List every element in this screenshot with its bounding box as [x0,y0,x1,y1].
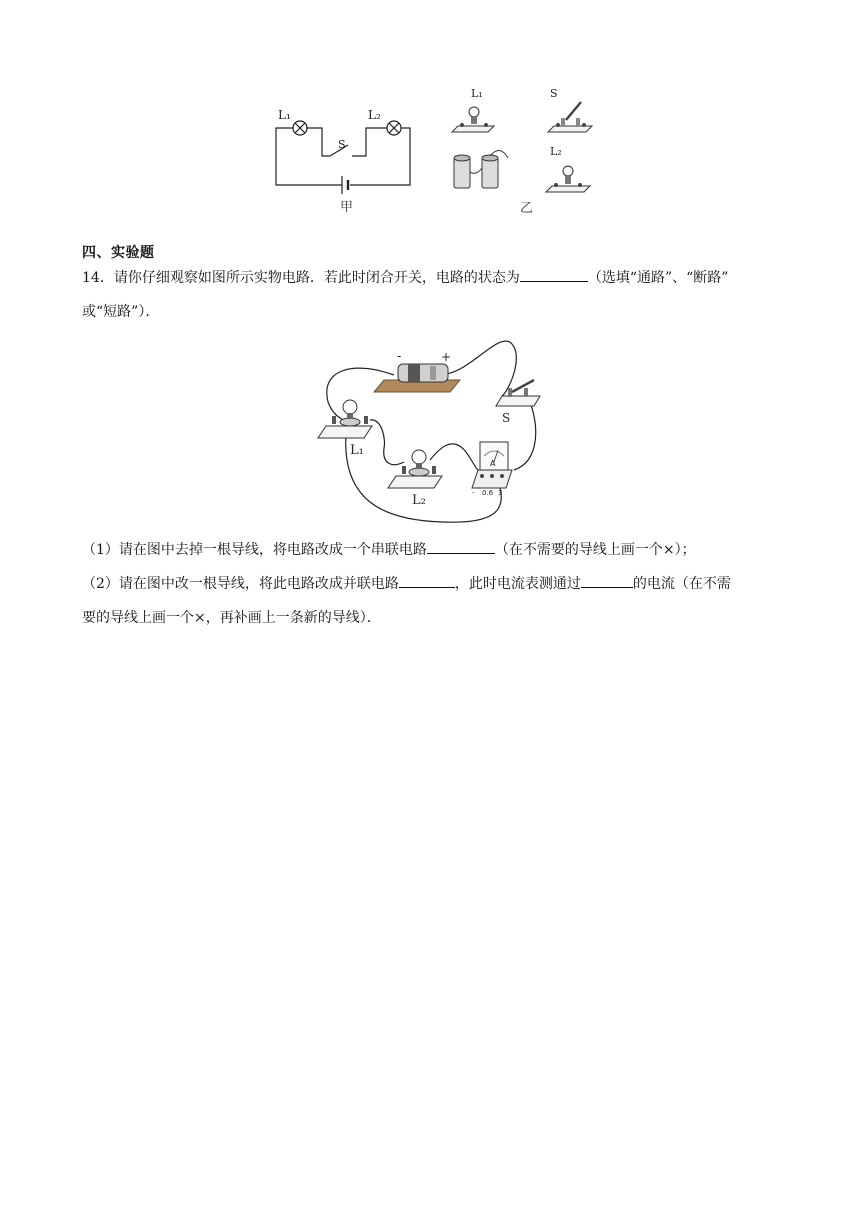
section-heading: 四、实验题 [82,245,155,261]
lamp-l2-label: L₂ [412,493,426,508]
question-14-line2: 或“短路”）． [82,304,160,320]
lamp-l1-on-board [318,400,372,438]
object-l1-label: L₁ [471,87,483,100]
lamp-l1-label: L₁ [350,443,364,458]
circuit-l1-label: L₁ [278,108,291,122]
battery-minus-label: - [397,349,402,363]
question-number: 14． [82,270,114,286]
sub-question-2 [82,569,731,599]
switch-s-label: S [502,411,511,425]
ammeter-06-terminal: 0.6 [482,489,494,497]
sub-question-1 [82,535,696,565]
question-14-text: 请你仔细观察如图所示实物电路．若此时闭合开关，电路的状态为 [113,270,520,286]
object-l2-label: L₂ [550,145,562,158]
wire-l1-l2 [370,420,404,465]
circuit-diagram [276,121,410,194]
circuit-l2-label: L₂ [368,108,381,122]
physical-circuit-svg [312,330,552,528]
objects-caption: 乙 [520,201,534,216]
switch-on-board [496,380,540,406]
battery-plus-label: + [441,350,452,364]
answer-blank-series[interactable] [427,537,495,554]
circuit-caption: 甲 [340,200,354,215]
sub-question-1-note: （在不需要的导线上画一个×）； [494,542,696,558]
answer-blank-ammeter[interactable] [581,571,633,588]
figure-circuit-and-objects [268,82,608,222]
ammeter-3-terminal: 3 [498,489,503,497]
sub-question-2-note: 的电流（在不需 [632,576,731,592]
question-14-line1 [82,263,728,293]
battery-object [454,150,508,188]
wire-switch-ammeter [514,402,536,470]
object-s-label: S [550,87,558,100]
ammeter-a-label: A [490,459,496,468]
battery-on-board [374,364,460,392]
answer-blank-parallel[interactable] [399,571,455,588]
wire-battery-l1 [327,368,394,420]
switch-object [548,102,592,132]
wire-battery-switch [446,341,516,396]
sub-question-2-middle: ，此时电流表测通过 [454,576,581,592]
question-14-options: （选填“通路”、“断路” [587,270,729,286]
lamp-l1-object [452,107,494,132]
sub-question-2-text: （2）请在图中改一根导线，将此电路改成并联电路 [82,576,399,592]
figure-physical-circuit [312,330,552,528]
circuit-switch-label: S [338,138,346,151]
sub-question-1-text: （1）请在图中去掉一根导线，将电路改成一个串联电路 [82,542,427,558]
ammeter-minus-terminal: - [472,489,475,497]
wire-l2-ammeter [430,444,482,474]
answer-blank-state[interactable] [520,265,588,282]
sub-question-2-line2: 要的导线上画一个×，再补画上一条新的导线）． [82,610,381,626]
circuit-figure-svg [268,82,608,222]
lamp-l2-object [546,166,590,192]
